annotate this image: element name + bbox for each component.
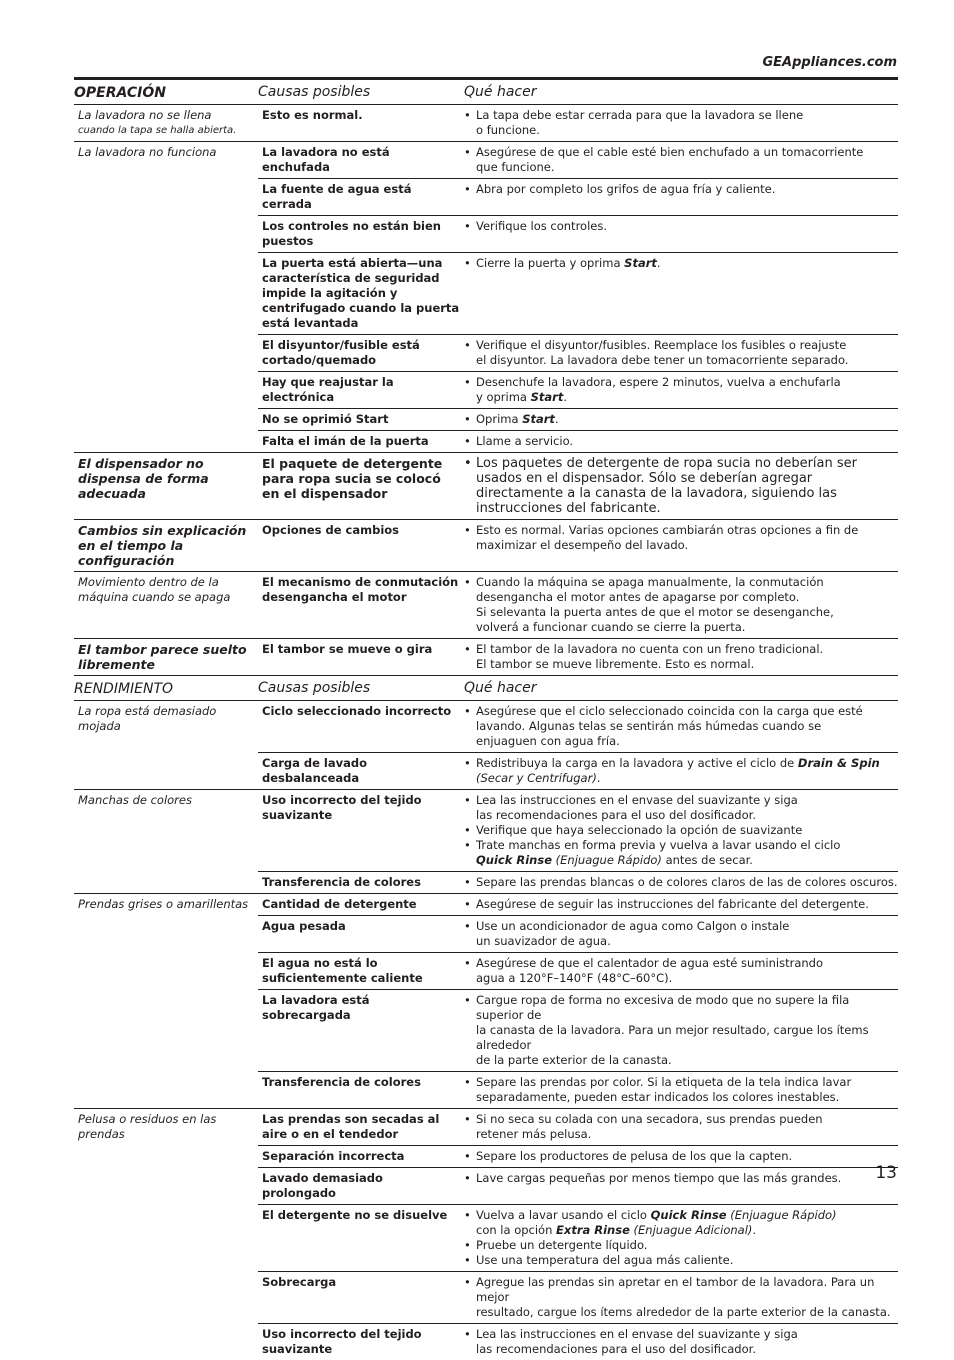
bullet-icon: • — [464, 918, 471, 933]
cause-text: La puerta está abierta—una característica de seguridad impide la agitación y centrifugado cuando la puerta está levantada — [262, 256, 460, 330]
remedy-text: Los paquetes de detergente de ropa sucia no deberían ser usados en el dispensador. Sólo se deberían agregar directamente a la canasta de la lavadora, siguiendo las instrucciones del fabricante. — [476, 456, 857, 516]
table-row — [258, 253, 898, 335]
col-que-hacer: Qué hacer — [464, 84, 537, 100]
cause-text: Carga de lavado desbalanceada — [262, 755, 367, 785]
bullet-icon: • — [464, 375, 471, 389]
remedy-text: Cierre la puerta y oprima Start. — [476, 256, 661, 270]
table-row — [258, 142, 898, 179]
cause-text: Esto es normal. — [262, 108, 363, 122]
problem-sublabel: cuando la tapa se halla abierta. — [78, 125, 237, 136]
problem-label: La ropa está demasiado mojada — [78, 703, 217, 733]
table-row — [258, 453, 898, 519]
cause-text: Opciones de cambios — [262, 523, 400, 537]
table-row — [258, 1272, 898, 1324]
remedy-text: Esto es normal. Varias opciones cambiarán otras opciones a fin de maximizar el desempeño del lavado. — [476, 523, 859, 552]
operacion-body — [74, 105, 898, 676]
cause-text: Cantidad de detergente — [262, 896, 417, 911]
remedy-text: Vuelva a lavar usando el ciclo Quick Rinse (Enjuague Rápido) con la opción Extra Rinse (Enjuague Adicional). — [476, 1207, 837, 1237]
table-row — [258, 1109, 898, 1146]
problem-label: Movimiento dentro de la máquina cuando se apaga — [78, 575, 231, 604]
table-row — [258, 753, 898, 789]
page-number: 13 — [875, 1163, 897, 1183]
problem-label: El dispensador no dispensa de forma adecuada — [78, 456, 209, 501]
remedy-text: Lea las instrucciones en el envase del suavizante y siga las recomendaciones para el uso del dosificador. — [476, 1326, 798, 1356]
cause-text: La lavadora está sobrecargada — [262, 992, 370, 1022]
problem-group — [74, 520, 898, 572]
remedy-text: Si no seca su colada con una secadora, sus prendas pueden retener más pelusa. — [476, 1111, 823, 1141]
bullet-icon: • — [464, 1274, 471, 1289]
cause-text: Sobrecarga — [262, 1274, 337, 1289]
cause-text: El tambor se mueve o gira — [262, 642, 433, 656]
remedy-text: Cargue ropa de forma no excesiva de modo que no supere la fila superior de la canasta de la lavadora. Para un mejor resultado, cargue los ítems alrededor de la parte exterior de la canasta. — [476, 992, 869, 1067]
col-que-hacer: Qué hacer — [464, 679, 537, 696]
list-item — [464, 182, 898, 197]
problem-group — [74, 1109, 898, 1360]
cause-text: Los controles no están bien puestos — [262, 219, 441, 248]
list-item — [464, 919, 898, 949]
problem-label: Cambios sin explicación en el tiempo la configuración — [78, 523, 247, 568]
table-row — [258, 990, 898, 1072]
list-item — [464, 338, 898, 368]
remedy-text: Trate manchas en forma previa y vuelva a lavar usando el ciclo Quick Rinse (Enjuague Rápido) antes de secar. — [476, 837, 841, 867]
problem-group — [74, 105, 898, 142]
remedy-text: Asegúrese de que el cable esté bien enchufado a un tomacorriente que funcione. — [476, 145, 864, 174]
bullet-icon: • — [464, 874, 471, 889]
list-item — [464, 375, 898, 405]
table-row — [258, 953, 898, 990]
cause-text: Transferencia de colores — [262, 1074, 421, 1089]
table-row — [258, 1324, 898, 1360]
remedy-text: Pruebe un detergente líquido. — [476, 1237, 648, 1252]
bullet-icon: • — [464, 412, 471, 426]
list-item — [464, 756, 898, 786]
bullet-icon: • — [464, 182, 471, 196]
bullet-icon: • — [464, 145, 471, 159]
table-row — [258, 701, 898, 753]
remedy-text: Separe las prendas blancas o de colores claros de las de colores oscuros. — [476, 874, 898, 889]
table-row — [258, 1146, 898, 1168]
remedy-text: Separe los productores de pelusa de los que la capten. — [476, 1148, 793, 1163]
remedy-text: Verifique el disyuntor/fusibles. Reemplace los fusibles o reajuste el disyuntor. La lavadora debe tener un tomacorriente separado. — [476, 338, 849, 367]
problem-group — [74, 894, 898, 1109]
list-item — [464, 1075, 898, 1105]
list-item — [464, 993, 898, 1068]
bullet-icon: • — [464, 1252, 471, 1267]
remedy-text: La tapa debe estar cerrada para que la lavadora se llene o funcione. — [476, 108, 804, 137]
bullet-icon: • — [464, 755, 471, 770]
col-causas: Causas posibles — [258, 84, 371, 100]
cause-text: Separación incorrecta — [262, 1148, 405, 1163]
table-row — [258, 409, 898, 431]
rendimiento-body — [74, 701, 898, 1360]
list-item — [464, 1275, 898, 1320]
table-row — [258, 335, 898, 372]
list-item — [464, 1208, 898, 1238]
remedy-text: Redistribuya la carga en la lavadora y active el ciclo de Drain & Spin (Secar y Centrifugar). — [476, 755, 880, 785]
problem-label: El tambor parece suelto libremente — [78, 642, 247, 672]
remedy-text: Use un acondicionador de agua como Calgon o instale un suavizador de agua. — [476, 918, 790, 948]
table-row — [258, 894, 898, 916]
remedy-text: Asegúrese que el ciclo seleccionado coincida con la carga que esté lavando. Algunas telas se sentirán más húmedas cuando se enjuaguen con agua fría. — [476, 703, 863, 748]
table-row — [258, 1072, 898, 1108]
table-row — [258, 916, 898, 953]
remedy-text: Separe las prendas por color. Si la etiqueta de la tela indica lavar separadamente, pueden estar indicados los colores inestables. — [476, 1074, 852, 1104]
problem-label: La lavadora no funciona — [78, 145, 217, 159]
cause-text: Falta el imán de la puerta — [262, 434, 429, 448]
list-item — [464, 793, 898, 823]
list-item — [464, 256, 898, 271]
problem-label: La lavadora no se llena — [78, 108, 212, 122]
bullet-icon: • — [464, 955, 471, 970]
cause-text: Uso incorrecto del tejido suavizante — [262, 1326, 422, 1356]
cause-text: Las prendas son secadas al aire o en el tendedor — [262, 1111, 440, 1141]
table-row — [258, 372, 898, 409]
bullet-icon: • — [464, 837, 471, 852]
bullet-icon: • — [464, 1074, 471, 1089]
cause-text: La fuente de agua está cerrada — [262, 182, 412, 211]
bullet-icon: • — [464, 703, 471, 718]
remedy-text: Use una temperatura del agua más caliente. — [476, 1252, 734, 1267]
remedy-text: Lea las instrucciones en el envase del suavizante y siga las recomendaciones para el uso del dosificador. — [476, 792, 798, 822]
problem-group — [74, 701, 898, 790]
bullet-icon: • — [464, 992, 471, 1007]
problem-group — [74, 453, 898, 520]
bullet-icon: • — [464, 523, 471, 537]
list-item — [464, 875, 898, 890]
remedy-text: El tambor de la lavadora no cuenta con un freno tradicional. El tambor se mueve libremente. Esto es normal. — [476, 642, 824, 671]
cause-text: Transferencia de colores — [262, 874, 421, 889]
table-row — [258, 520, 898, 556]
list-item — [464, 956, 898, 986]
list-item — [464, 1327, 898, 1357]
cause-text: El paquete de detergente para ropa sucia se colocó en el dispensador — [262, 456, 443, 501]
problem-group — [74, 790, 898, 894]
remedy-text: Verifique los controles. — [476, 219, 607, 233]
bullet-icon: • — [464, 1170, 471, 1185]
list-item — [464, 1149, 898, 1164]
table-row — [258, 572, 898, 638]
bullet-icon: • — [464, 1111, 471, 1126]
list-item — [464, 897, 898, 912]
list-item — [464, 1253, 898, 1268]
bullet-icon: • — [464, 575, 471, 589]
cause-text: El disyuntor/fusible está cortado/quemado — [262, 338, 420, 367]
problem-group — [74, 142, 898, 453]
cause-text: El mecanismo de conmutación desengancha el motor — [262, 575, 459, 604]
cause-text: Hay que reajustar la electrónica — [262, 375, 394, 404]
list-item — [464, 1112, 898, 1142]
cause-text: La lavadora no está enchufada — [262, 145, 390, 174]
list-item — [464, 523, 898, 553]
problem-label: Prendas grises o amarillentas — [78, 896, 249, 911]
remedy-text: Lave cargas pequeñas por menos tiempo que las más grandes. — [476, 1170, 842, 1185]
cause-text: Agua pesada — [262, 918, 346, 933]
header-rendimiento — [74, 675, 898, 701]
list-item — [464, 1171, 898, 1186]
header-operacion — [74, 80, 898, 105]
cause-text: Lavado demasiado prolongado — [262, 1170, 383, 1200]
list-item — [464, 575, 898, 635]
col-causas: Causas posibles — [258, 679, 371, 696]
bullet-icon: • — [464, 1237, 471, 1252]
section-title: OPERACIÓN — [74, 85, 167, 101]
list-item — [464, 219, 898, 234]
troubleshooting-table — [74, 77, 898, 1360]
bullet-icon: • — [464, 1148, 471, 1163]
remedy-text: Asegúrese de seguir las instrucciones del fabricante del detergente. — [476, 896, 869, 911]
bullet-icon: • — [464, 642, 471, 656]
remedy-text: Agregue las prendas sin apretar en el tambor de la lavadora. Para un mejor resultado, cargue los ítems alrededor de la parte exterior de la canasta. — [476, 1274, 891, 1319]
section-title: RENDIMIENTO — [74, 680, 174, 697]
cause-text: No se oprimió Start — [262, 412, 389, 426]
list-item — [464, 456, 898, 516]
table-row — [258, 790, 898, 872]
remedy-text: Abra por completo los grifos de agua fría y caliente. — [476, 182, 776, 196]
table-row — [258, 1168, 898, 1205]
bullet-icon: • — [464, 108, 471, 122]
site-url: GEAppliances.com — [762, 55, 897, 70]
table-row — [258, 639, 898, 675]
problem-label: Manchas de colores — [78, 792, 192, 807]
remedy-text: Cuando la máquina se apaga manualmente, la conmutación desengancha el motor antes de apagarse por completo. Si selevanta la puerta antes de que el motor se desenganche, volverá a funcionar cuando se cierre la puerta. — [476, 575, 834, 634]
bullet-icon: • — [464, 256, 471, 270]
bullet-icon: • — [464, 456, 472, 471]
table-row — [258, 431, 898, 452]
list-item — [464, 108, 898, 138]
cause-text: El agua no está lo suficientemente caliente — [262, 955, 423, 985]
list-item — [464, 434, 898, 449]
list-item — [464, 412, 898, 427]
bullet-icon: • — [464, 219, 471, 233]
cause-text: El detergente no se disuelve — [262, 1207, 448, 1222]
bullet-icon: • — [464, 792, 471, 807]
problem-label: Pelusa o residuos en las prendas — [78, 1111, 217, 1141]
table-row — [258, 872, 898, 893]
remedy-text: Asegúrese de que el calentador de agua esté suministrando agua a 120°F–140°F (48°C–60°C). — [476, 955, 824, 985]
bullet-icon: • — [464, 338, 471, 352]
remedy-text: Oprima Start. — [476, 412, 559, 426]
remedy-text: Desenchufe la lavadora, espere 2 minutos, vuelva a enchufarla y oprima Start. — [476, 375, 841, 404]
bullet-icon: • — [464, 434, 471, 448]
problem-group — [74, 639, 898, 676]
list-item — [464, 704, 898, 749]
table-row — [258, 179, 898, 216]
list-item — [464, 1238, 898, 1253]
bullet-icon: • — [464, 1207, 471, 1222]
list-item — [464, 145, 898, 175]
table-row — [258, 1205, 898, 1272]
cause-text: Ciclo seleccionado incorrecto — [262, 703, 452, 718]
bullet-icon: • — [464, 1326, 471, 1341]
table-row — [258, 105, 898, 141]
bullet-icon: • — [464, 896, 471, 911]
table-row — [258, 216, 898, 253]
cause-text: Uso incorrecto del tejido suavizante — [262, 792, 422, 822]
problem-group — [74, 572, 898, 639]
list-item — [464, 642, 898, 672]
list-item — [464, 823, 898, 838]
list-item — [464, 838, 898, 868]
remedy-text: Llame a servicio. — [476, 434, 574, 448]
remedy-text: Verifique que haya seleccionado la opción de suavizante — [476, 822, 803, 837]
bullet-icon: • — [464, 822, 471, 837]
